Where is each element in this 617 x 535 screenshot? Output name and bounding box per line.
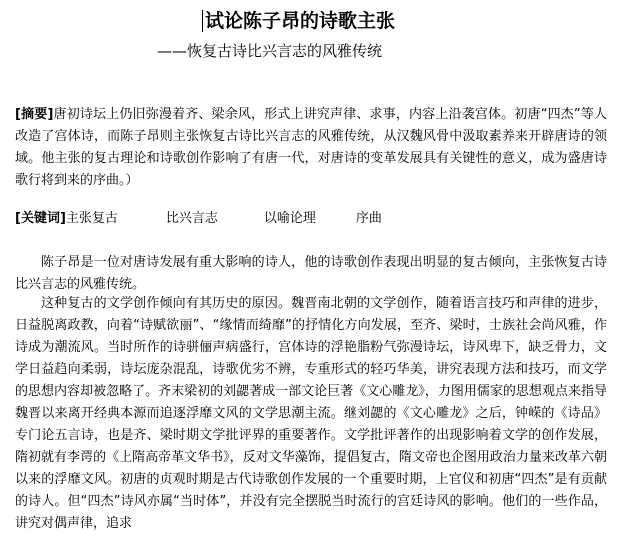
document-subtitle: ——恢复古诗比兴言志的风雅传统 <box>157 42 383 60</box>
keyword-item: 比兴言志 <box>165 211 218 226</box>
text-cursor <box>202 10 203 32</box>
body-paragraph: 陈子昂是一位对唐诗发展有重大影响的诗人，他的诗歌创作表现出明显的复古倾向，主张恢复古诗比兴言志的风雅传统。 <box>15 255 607 292</box>
document-title: 试论陈子昂的诗歌主张 <box>205 10 396 32</box>
body-paragraph: 这种复古的文学创作倾向有其历史的原因。魏晋南北朝的文学创作，随着语言技巧和声律的进步，日益脱离政教，向着“诗赋欲丽”、“缘情而绮靡”的抒情化方向发展，至齐、梁时，士族社会尚风雅，作诗成为潮流风。当时所作的诗骈俪声病盛行，宫体诗的浮艳脂粉气弥漫诗坛，诗风卑下，缺乏骨力，文学日益趋向柔弱，诗坛庞杂混乱，诗歌优劣不辨，专重形式的轻巧华美，讲究表现方法和技巧，而文学的思想内容却被忽略了。齐末梁初的刘勰著成一部文论巨著《文心雕龙》，力图用儒家的思想观点来指导魏晋以来离开经典本源而追逐浮靡文风的文学思潮主流。继刘勰的《文心雕龙》之后，钟嵘的《诗品》专门论五言诗，也是齐、梁时期文学批评界的重要著作。文学批评著作的出现影响着文学的创作发展，隋初就有李谔的《上隋高帝革文华书》，反对文华藻饰，提倡复古，隋文帝也企图用政治力量来改革六朝以来的浮靡文风。初唐的贞观时期是古代诗歌创作发展的一个重要时期，上官仪和初唐“四杰”是有贡献的诗人。但“四杰”诗风亦属“当时体”，并没有完全摆脱当时流行的宫廷诗风的影响。他们的一些作品，讲究对偶声律，追求 <box>15 296 607 531</box>
keyword-item: 序曲 <box>355 211 382 226</box>
keywords-label: [关键词] <box>15 211 66 226</box>
keyword-item: 以喻论理 <box>263 211 316 226</box>
abstract-text: 唐初诗坛上仍旧弥漫着齐、梁余风，形式上讲究声律、求事，内容上沿袭宫体。初唐“四杰”等人改造了宫体诗，而陈子昂则主张恢复古诗比兴言志的风雅传统，从汉魏风骨中汲取素养来开辟唐诗的领域。他主张的复古理论和诗歌创作影响了有唐一代，对唐诗的变革发展具有关键性的意义，成为盛唐诗歌行将到来的序曲。） <box>15 107 607 188</box>
abstract-label: [摘要] <box>15 107 54 122</box>
keyword-item: 主张复古 <box>65 211 118 226</box>
keywords-line <box>15 208 416 230</box>
abstract-paragraph <box>15 104 607 192</box>
